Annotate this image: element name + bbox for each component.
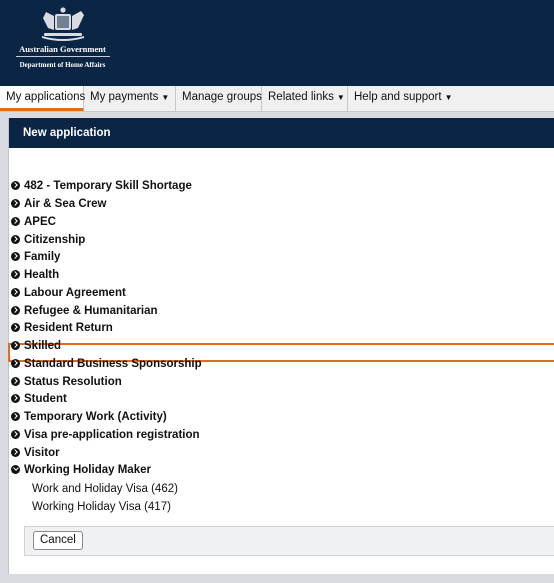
chevron-right-icon: [11, 359, 20, 368]
chevron-right-icon: [11, 252, 20, 261]
category-label: Citizenship: [24, 234, 86, 246]
category-status-resolution[interactable]: [11, 373, 122, 391]
category-label: Family: [24, 251, 61, 263]
caret-down-icon: ▼: [161, 93, 170, 102]
category-label: Resident Return: [24, 322, 113, 334]
cancel-button[interactable]: Cancel: [33, 531, 83, 550]
chevron-right-icon: [11, 341, 20, 350]
chevron-down-icon: [11, 465, 20, 474]
category-label: Labour Agreement: [24, 287, 126, 299]
category-label: Temporary Work (Activity): [24, 411, 167, 423]
category-label: Health: [24, 269, 60, 281]
nav-manage-groups[interactable]: [176, 86, 262, 111]
category-label: Status Resolution: [24, 376, 122, 388]
chevron-right-icon: [11, 199, 20, 208]
chevron-right-icon: [11, 217, 20, 226]
category-label: Air & Sea Crew: [24, 198, 107, 210]
panel-title: New application: [9, 118, 554, 148]
government-name: Australian Government: [19, 44, 106, 54]
category-health[interactable]: [11, 266, 59, 284]
chevron-right-icon: [11, 394, 20, 403]
category-visa-pre-application-registration[interactable]: [11, 426, 200, 444]
category-label: APEC: [24, 216, 56, 228]
caret-down-icon: ▼: [336, 93, 345, 102]
nav-related-links[interactable]: [262, 86, 348, 111]
category-temporary-work-activity[interactable]: [11, 408, 167, 426]
category-label: Student: [24, 393, 67, 405]
chevron-right-icon: [11, 235, 20, 244]
nav-label: Manage groups: [182, 91, 262, 103]
nav-label: My payments: [90, 91, 159, 103]
chevron-right-icon: [11, 430, 20, 439]
category-labour-agreement[interactable]: [11, 284, 126, 302]
category-482-temporary-skill-shortage[interactable]: [11, 177, 192, 195]
subitem-label: Working Holiday Visa (417): [32, 501, 171, 513]
category-family[interactable]: [11, 248, 60, 266]
subitem-working-holiday-visa-417[interactable]: [32, 498, 171, 516]
category-student[interactable]: [11, 390, 67, 408]
chevron-right-icon: [11, 412, 20, 421]
chevron-right-icon: [11, 306, 20, 315]
category-visitor[interactable]: [11, 444, 60, 462]
category-resident-return[interactable]: [11, 319, 113, 337]
category-label: Skilled: [24, 340, 62, 352]
main-nav: [0, 86, 554, 112]
category-label: Standard Business Sponsorship: [24, 358, 202, 370]
coat-of-arms-logo: [34, 6, 92, 42]
nav-help-and-support[interactable]: [348, 86, 468, 111]
category-label: Visa pre-application registration: [24, 429, 200, 441]
chevron-right-icon: [11, 377, 20, 386]
category-citizenship[interactable]: [11, 231, 85, 249]
category-skilled[interactable]: [11, 337, 61, 355]
subitem-label: Work and Holiday Visa (462): [32, 483, 178, 495]
category-air-sea-crew[interactable]: [11, 195, 106, 213]
caret-down-icon: ▼: [444, 93, 453, 102]
site-header: [0, 0, 554, 86]
nav-label: Related links: [268, 91, 334, 103]
nav-label: My applications: [6, 91, 86, 103]
chevron-right-icon: [11, 323, 20, 332]
category-label: 482 - Temporary Skill Shortage: [24, 180, 192, 192]
nav-label: Help and support: [354, 91, 442, 103]
category-standard-business-sponsorship[interactable]: [11, 355, 202, 373]
category-label: Working Holiday Maker: [24, 464, 151, 476]
subitem-work-and-holiday-visa-462[interactable]: [32, 480, 178, 498]
nav-my-payments[interactable]: [84, 86, 176, 111]
chevron-right-icon: [11, 270, 20, 279]
category-label: Refugee & Humanitarian: [24, 305, 158, 317]
chevron-right-icon: [11, 181, 20, 190]
category-refugee-humanitarian[interactable]: [11, 302, 158, 320]
category-label: Visitor: [24, 447, 60, 459]
category-apec[interactable]: [11, 213, 56, 231]
chevron-right-icon: [11, 448, 20, 457]
panel-footer: [24, 526, 554, 556]
department-name: Department of Home Affairs: [19, 61, 106, 69]
chevron-right-icon: [11, 288, 20, 297]
nav-my-applications[interactable]: [0, 86, 84, 111]
header-divider: [16, 56, 110, 57]
category-working-holiday-maker[interactable]: [11, 461, 151, 479]
